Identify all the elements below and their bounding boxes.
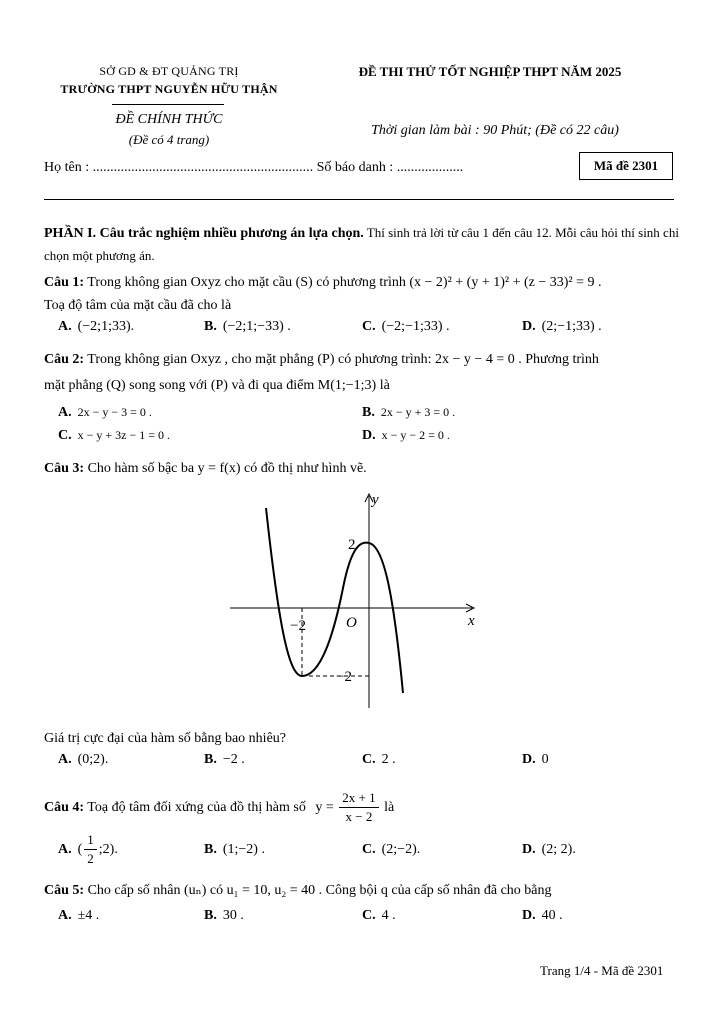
question-2 — [44, 349, 680, 371]
question-1-text: Trong không gian Oxyz cho mặt cầu (S) có phương trình (x − 2)² + (y + 1)² + (z − 33)² = 9 . — [84, 275, 602, 290]
question-4-label: Câu 4: — [44, 800, 85, 815]
q1-option-b[interactable]: B. (−2;1;−33) . — [204, 319, 291, 334]
q4-option-b[interactable]: B. (1;−2) . — [204, 842, 265, 857]
time-info: Thời gian làm bài : 90 Phút; (Đề có 22 câu) — [371, 123, 619, 138]
q1-option-d[interactable]: D. (2;−1;33) . — [522, 319, 602, 334]
exam-title: ĐỀ THI THỬ TỐT NGHIỆP THPT NĂM 2025 — [358, 64, 622, 79]
q3-option-b[interactable]: B. −2 . — [204, 752, 245, 767]
q4-option-d[interactable]: D. (2; 2). — [522, 842, 576, 857]
q1-option-c[interactable]: C. (−2;−1;33) . — [362, 319, 450, 334]
candidate-name-line: Họ tên : ............................................................... Số báo danh : ................... — [44, 160, 464, 175]
official-label: ĐỀ CHÍNH THỨC — [115, 112, 223, 127]
tick-label-y-minus-2: −2 — [336, 669, 352, 685]
q2-option-a[interactable]: A. 2x − y − 3 = 0 . — [58, 405, 152, 420]
q4-fraction-denominator: x − 2 — [345, 809, 373, 825]
q1-option-a[interactable]: A. (−2;1;33). — [58, 319, 135, 334]
page-footer: Trang 1/4 - Mã đề 2301 — [540, 963, 664, 978]
question-3-text: Cho hàm số bậc ba y = f(x) có đồ thị như hình vẽ. — [84, 461, 367, 476]
question-3 — [44, 458, 680, 480]
page-count: (Đề có 4 trang) — [128, 132, 210, 147]
question-4-text-after: là — [384, 800, 395, 815]
q5-option-a[interactable]: A. ±4 . — [58, 908, 100, 923]
question-5 — [44, 880, 680, 902]
q5-option-c[interactable]: C. 4 . — [362, 908, 396, 923]
header-divider — [112, 104, 224, 105]
question-4 — [44, 786, 680, 830]
tick-label-x-minus-2: −2 — [290, 618, 306, 634]
question-5-text: Cho cấp số nhân (uₙ) có u₁ = 10, u₂ = 40 . Công bội q của cấp số nhân đã cho bằng — [84, 883, 552, 898]
origin-label: O — [346, 615, 357, 631]
question-2-text: Trong không gian Oxyz , cho mặt phẳng (P) có phương trình: 2x − y − 4 = 0 . Phương trình — [84, 352, 599, 367]
question-4-text: Toạ độ tâm đối xứng của đồ thị hàm số — [84, 800, 306, 815]
main-divider — [44, 199, 674, 200]
question-3-label: Câu 3: — [44, 461, 85, 476]
question-2-label: Câu 2: — [44, 352, 85, 367]
question-5-label: Câu 5: — [44, 883, 85, 898]
question-3-prompt: Giá trị cực đại của hàm số bằng bao nhiêu? — [44, 731, 286, 746]
part1-instructions — [44, 222, 680, 268]
q5-option-b[interactable]: B. 30 . — [204, 908, 244, 923]
question-1-label: Câu 1: — [44, 275, 85, 290]
part1-description: Thí sinh trả lời từ câu 1 đến câu 12. Mỗi câu hỏi thí sinh chỉ chọn một phương án. — [44, 225, 679, 263]
y-axis-label: y — [372, 492, 379, 508]
q3-option-c[interactable]: C. 2 . — [362, 752, 396, 767]
part1-title: PHẦN I. Câu trắc nghiệm nhiều phương án lựa chọn. — [44, 226, 364, 241]
exam-code-box: Mã đề 2301 — [579, 152, 673, 180]
function-curve — [266, 508, 403, 693]
x-axis-label: x — [468, 613, 475, 629]
department-name: SỞ GD & ĐT QUẢNG TRỊ — [99, 64, 239, 78]
q4-function-lhs: y = — [315, 800, 334, 815]
cubic-function-graph — [228, 488, 490, 710]
school-name: TRƯỜNG THPT NGUYỄN HỮU THẬN — [60, 82, 278, 96]
q3-option-a[interactable]: A. (0;2). — [58, 752, 109, 767]
q4-fraction-numerator: 2x + 1 — [339, 789, 378, 808]
q4-option-c[interactable]: C. (2;−2). — [362, 842, 421, 857]
q4-function-fraction — [339, 789, 378, 826]
question-1 — [44, 272, 680, 294]
q2-option-c[interactable]: C. x − y + 3z − 1 = 0 . — [58, 428, 171, 443]
q5-option-d[interactable]: D. 40 . — [522, 908, 563, 923]
q4-option-a[interactable]: A. ( $\frac{1}{2}$ ;2). — [58, 832, 118, 867]
question-1-text-2: Toạ độ tâm của mặt cầu đã cho là — [44, 298, 232, 313]
q2-option-b[interactable]: B. 2x − y + 3 = 0 . — [362, 405, 456, 420]
tick-label-y-2: 2 — [348, 537, 356, 553]
q2-option-d[interactable]: D. x − y − 2 = 0 . — [362, 428, 450, 443]
question-2-text-2: mặt phẳng (Q) song song với (P) và đi qua điểm M(1;−1;3) là — [44, 378, 390, 393]
q3-option-d[interactable]: D. 0 — [522, 752, 549, 767]
